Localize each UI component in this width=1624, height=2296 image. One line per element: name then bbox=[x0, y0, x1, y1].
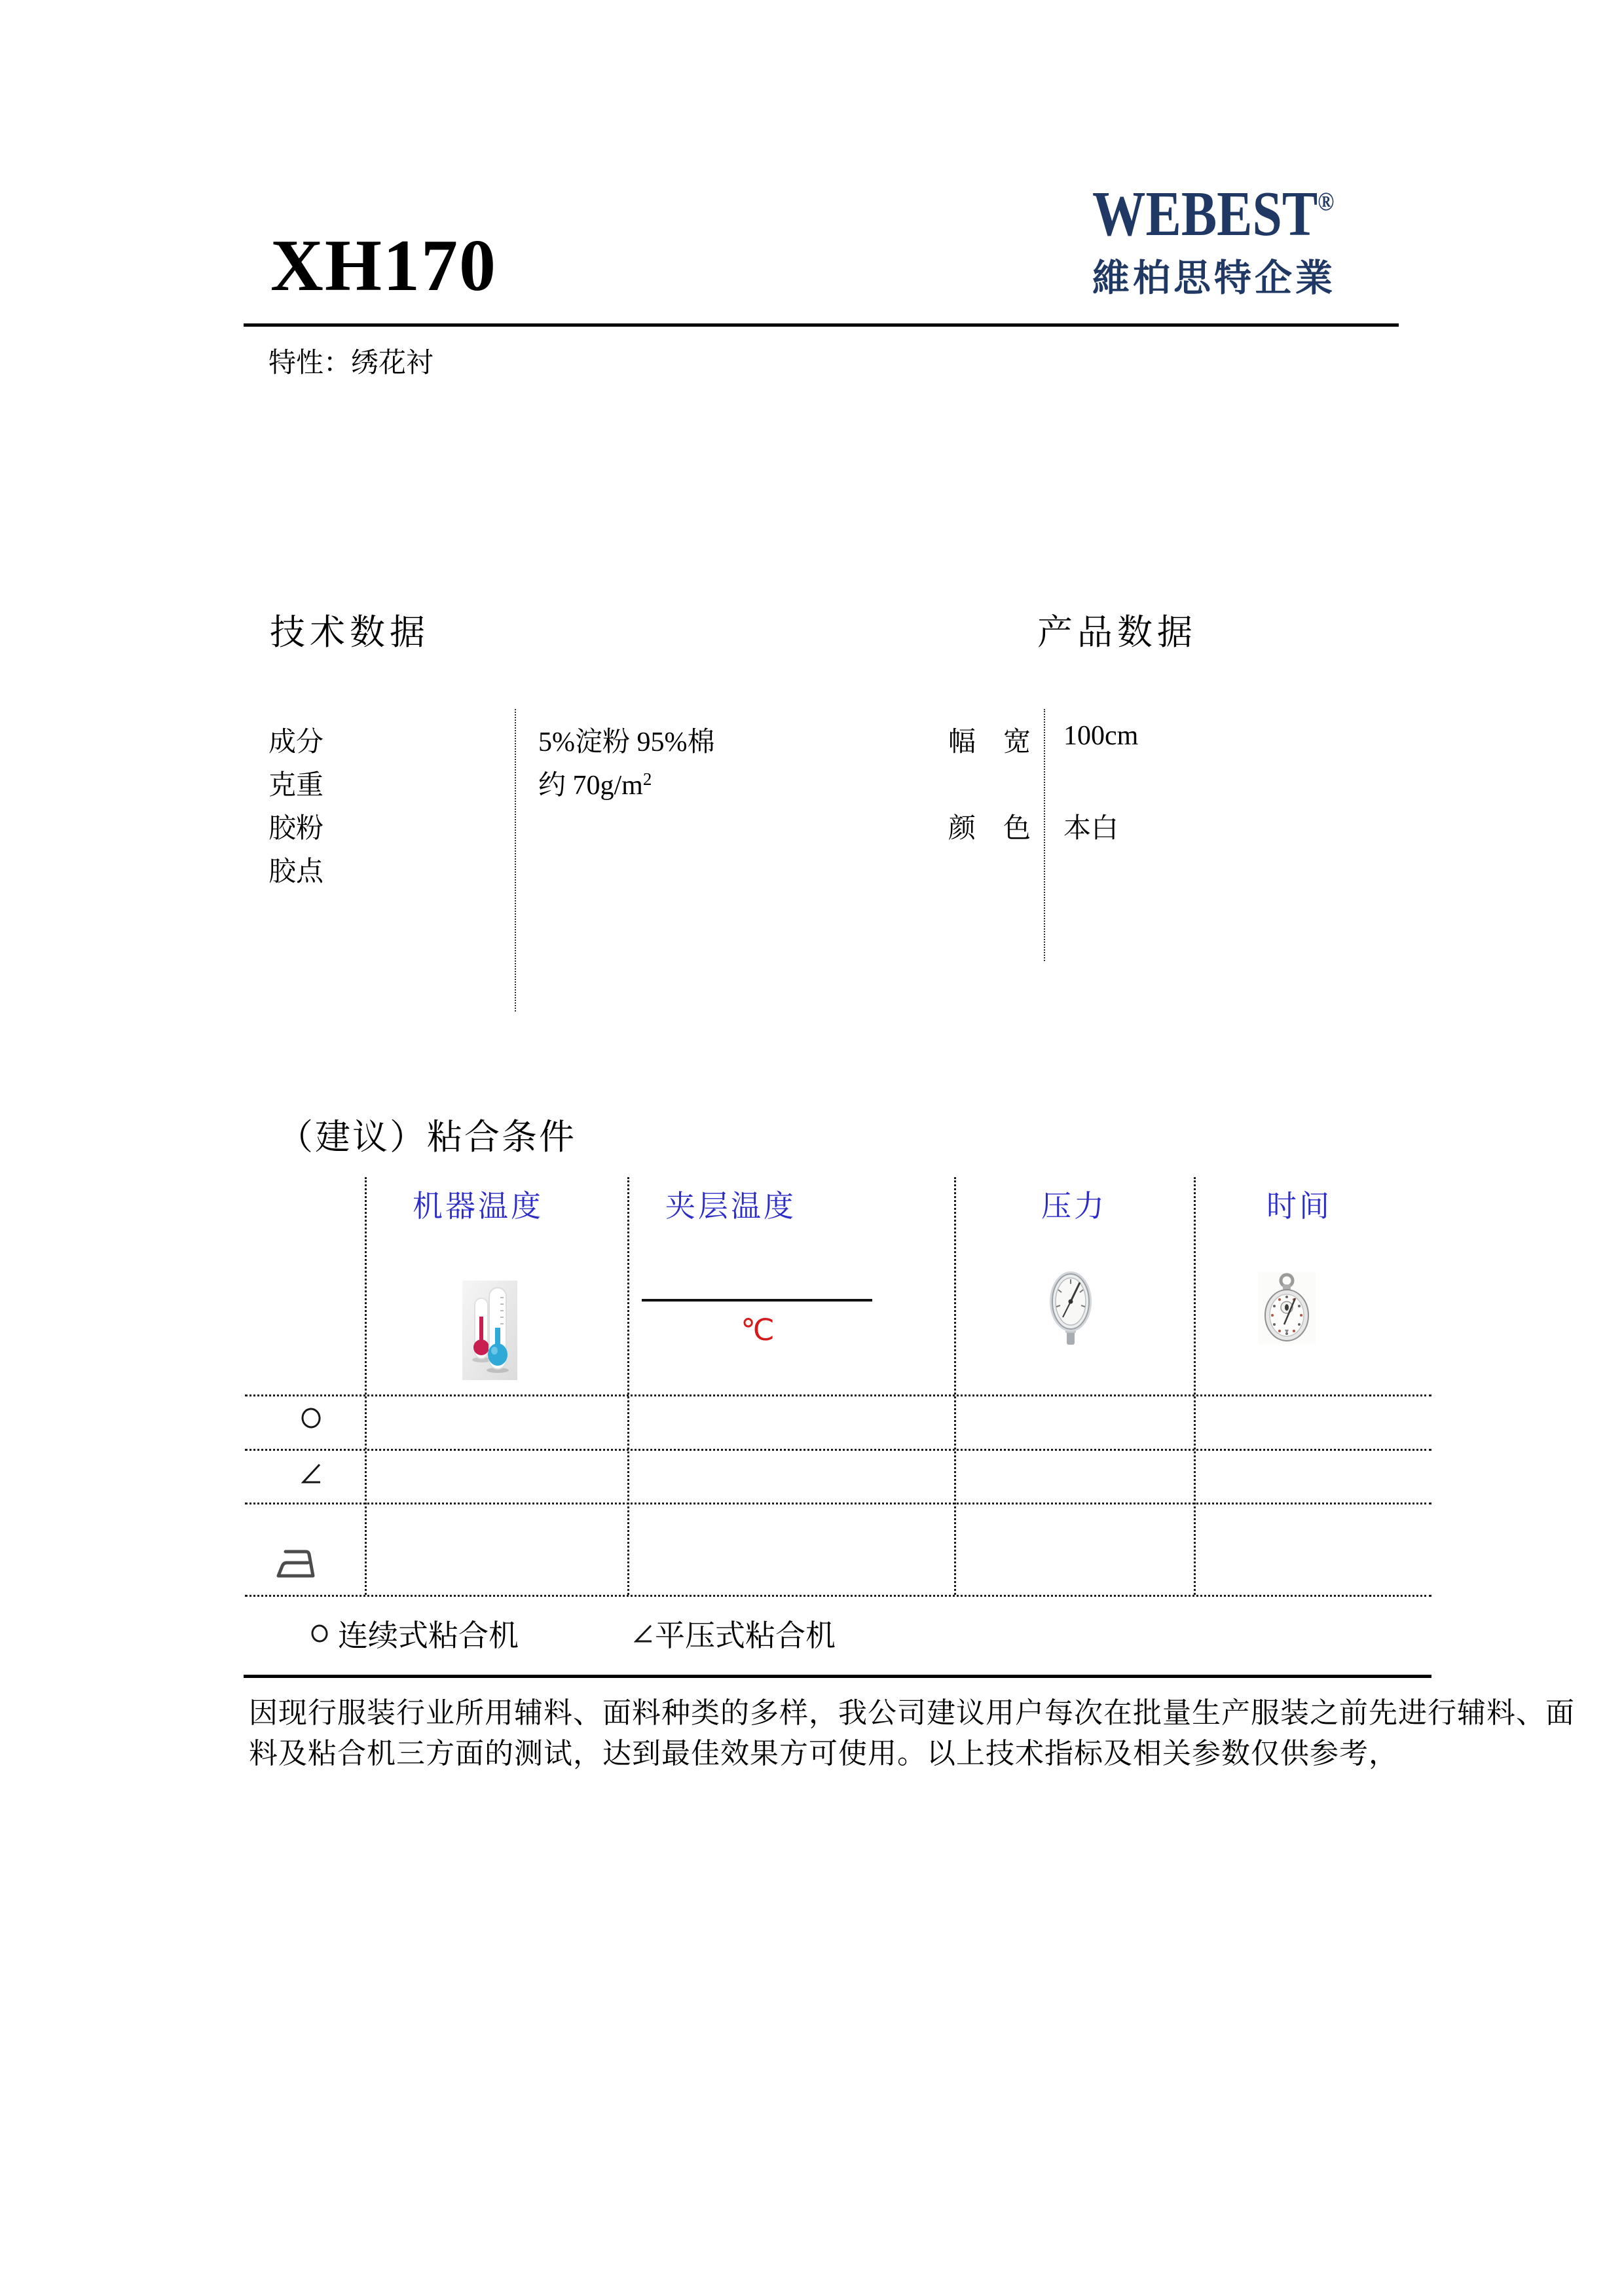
bonding-table-hline bbox=[245, 1394, 1431, 1396]
tech-row-value: 5%淀粉 95%棉 bbox=[538, 727, 715, 757]
column-header-pressure: 压力 bbox=[1041, 1190, 1107, 1223]
tech-row-value: 约 $70g/m^2$ bbox=[538, 769, 652, 801]
bonding-table-vline bbox=[365, 1177, 367, 1595]
celsius-unit: ℃ bbox=[741, 1313, 775, 1347]
logo-wordmark bbox=[1092, 179, 1356, 249]
continuous-machine-icon bbox=[310, 1624, 329, 1643]
bonding-table-vline bbox=[954, 1177, 956, 1595]
header-divider bbox=[244, 323, 1399, 327]
tech-row-label: 克重 bbox=[268, 771, 324, 801]
product-row-label: 颜 色 bbox=[948, 814, 1031, 844]
product-data-heading: 产品数据 bbox=[1037, 613, 1197, 652]
logo-company-name: 維柏思特企業 bbox=[1092, 257, 1336, 299]
product-table-divider bbox=[1044, 709, 1045, 961]
logo-brand-text: WEBEST bbox=[1092, 179, 1318, 249]
legend-continuous bbox=[310, 1612, 519, 1655]
footer-text-line: 料及粘合机三方面的测试，达到最佳效果方可使用。以上技术指标及相关参数仅供参考， bbox=[249, 1738, 1398, 1770]
bonding-conditions-heading: （建议）粘合条件 bbox=[278, 1118, 576, 1157]
flat-press-machine-icon bbox=[634, 1624, 652, 1643]
feature-line: 特性：绣花衬 bbox=[268, 348, 434, 378]
product-row-value: 本白 bbox=[1063, 814, 1119, 844]
product-row-label: 幅 宽 bbox=[948, 727, 1031, 757]
footer-divider bbox=[244, 1675, 1431, 1678]
legend-flat-press bbox=[634, 1612, 836, 1655]
registered-trademark-icon: ® bbox=[1318, 187, 1335, 216]
column-header-sandwich-temp: 夹层温度 bbox=[665, 1190, 796, 1223]
column-header-machine-temp: 机器温度 bbox=[413, 1190, 544, 1223]
tech-row-label: 成分 bbox=[268, 727, 324, 757]
continuous-machine-icon bbox=[300, 1408, 322, 1430]
bonding-table-hline bbox=[245, 1595, 1431, 1597]
page-title: XH170 bbox=[270, 225, 497, 306]
tech-row-label: 胶点 bbox=[268, 857, 324, 887]
thermometer-icon bbox=[462, 1281, 517, 1380]
pressure-gauge-icon bbox=[1049, 1269, 1092, 1347]
bonding-table-hline bbox=[245, 1449, 1431, 1451]
footer-text-line: 因现行服装行业所用辅料、面料种类的多样，我公司建议用户每次在批量生产服装之前先进行辅料、面 bbox=[249, 1697, 1575, 1729]
sandwich-temp-line bbox=[642, 1299, 872, 1302]
legend-label: 平压式粘合机 bbox=[655, 1619, 836, 1652]
tech-table-divider bbox=[515, 709, 516, 1011]
tech-row-label: 胶粉 bbox=[268, 814, 324, 844]
iron-icon bbox=[275, 1546, 316, 1580]
squared-superscript: 2 bbox=[642, 769, 652, 789]
product-row-value: 100cm bbox=[1063, 721, 1139, 751]
column-header-time: 时间 bbox=[1266, 1190, 1332, 1223]
bonding-table-vline bbox=[627, 1177, 629, 1595]
tech-data-heading: 技术数据 bbox=[270, 613, 430, 652]
flat-press-machine-icon bbox=[301, 1463, 322, 1485]
brand-logo bbox=[1092, 179, 1407, 302]
legend-label: 连续式粘合机 bbox=[338, 1619, 519, 1652]
stopwatch-icon bbox=[1258, 1272, 1316, 1344]
bonding-table-vline bbox=[1194, 1177, 1196, 1595]
bonding-table-hline bbox=[245, 1503, 1431, 1504]
